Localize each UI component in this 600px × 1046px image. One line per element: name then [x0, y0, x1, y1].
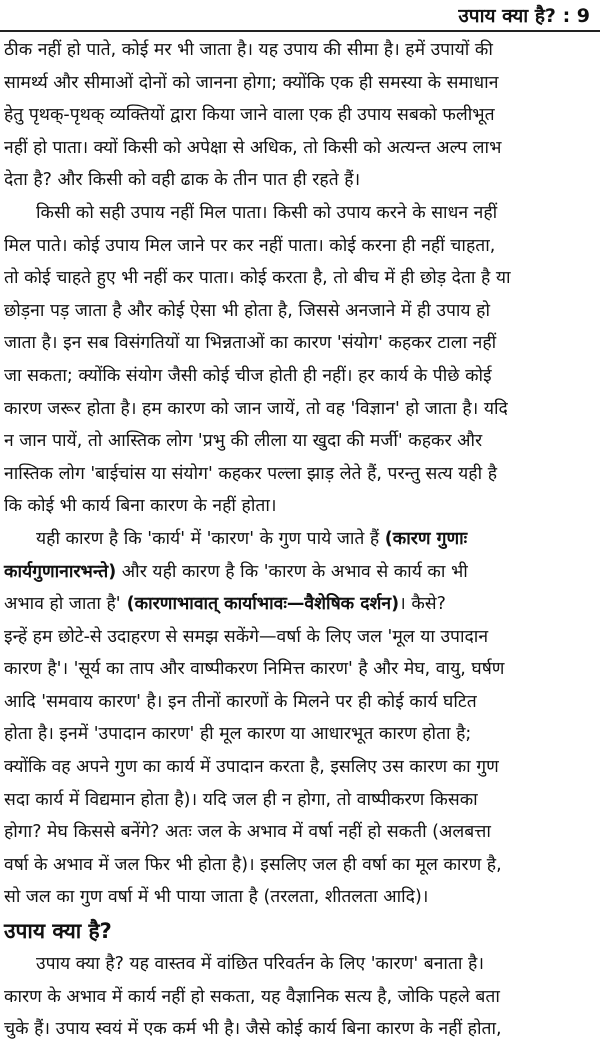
sanskrit-quote: (कारण गुणाः: [384, 528, 468, 549]
text-line: होगा? मेघ किससे बनेंगे? अतः जल के अभाव में वर्षा नहीं हो सकती (अलबत्ता: [4, 822, 491, 843]
text-line: ठीक नहीं हो पाते, कोई मर भी जाता है। यह उपाय की सीमा है। हमें उपायों की: [4, 40, 493, 60]
running-header: उपाय क्या है? : 9: [458, 5, 590, 27]
header-rule: [0, 30, 600, 32]
text-line: [0, 556, 600, 589]
text-line: इन्हें हम छोटे-से उदाहरण से समझ सकेंगे—वर्षा के लिए जल 'मूल या उपादान: [4, 626, 489, 647]
page-body: [0, 34, 600, 1046]
text-line: कारण है'। 'सूर्य का ताप और वाष्पीकरण निमित्त कारण' है और मेघ, वायु, घर्षण: [4, 659, 505, 680]
text-line: चुके हैं। उपाय स्वयं में एक कर्म भी है। जैसे कोई कार्य बिना कारण के नहीं होता,: [4, 1019, 502, 1040]
text-run: । कैसे?: [399, 594, 446, 615]
text-line: आदि 'समवाय कारण' है। इन तीनों कारणों के मिलने पर ही कोई कार्य घटित: [4, 691, 477, 712]
text-line: होता है। इनमें 'उपादान कारण' ही मूल कारण या आधारभूत कारण होता है;: [4, 724, 472, 745]
text-line: न जान पायें, तो आस्तिक लोग 'प्रभु की लीला या खुदा की मर्जी' कहकर और: [4, 431, 483, 452]
text-line: हेतु पृथक्-पृथक् व्यक्तियों द्वारा किया जाने वाला एक ही उपाय सबको फलीभूत: [4, 105, 495, 126]
section-heading: उपाय क्या है?: [4, 919, 112, 944]
text-line: कारण के अभाव में कार्य नहीं हो सकता, यह वैज्ञानिक सत्य है, जोकि पहले बता: [4, 986, 500, 1007]
text-line: देता है? और किसी को वही ढाक के तीन पात ही रहते हैं।: [4, 170, 361, 191]
text-line: [0, 523, 600, 556]
text-run: यही कारण है कि 'कार्य' में 'कारण' के गुण पाये जाते हैं: [36, 528, 380, 549]
text-line: छोड़ना पड़ जाता है और कोई ऐसा भी होता है, जिससे अनजाने में ही उपाय हो: [4, 300, 490, 321]
text-line: कारण जरूर होता है। हम कारण को जान जायें, तो वह 'विज्ञान' हो जाता है। यदि: [4, 398, 508, 419]
sanskrit-quote: कार्यगुणानारभन्ते): [4, 561, 117, 582]
text-line: नहीं हो पाता। क्यों किसी को अपेक्षा से अधिक, तो किसी को अत्यन्त अल्प लाभ: [4, 137, 502, 158]
text-line: तो कोई चाहते हुए भी नहीं कर पाता। कोई करता है, तो बीच में ही छोड़ देता है या: [4, 268, 511, 289]
text-line: किसी को सही उपाय नहीं मिल पाता। किसी को उपाय करने के साधन नहीं: [36, 202, 498, 223]
text-run: अभाव हो जाता है': [4, 594, 121, 615]
text-line: जाता है। इन सब विसंगतियों या भिन्नताओं का कारण 'संयोग' कहकर टाला नहीं: [4, 333, 497, 354]
text-line: वर्षा के अभाव में जल फिर भी होता है)। इसलिए जल ही वर्षा का मूल कारण है,: [4, 854, 502, 875]
text-run: और यही कारण है कि 'कारण के अभाव से कार्य का भी: [116, 561, 468, 582]
text-line: उपाय क्या है? यह वास्तव में वांछित परिवर्तन के लिए 'कारण' बनाता है।: [36, 954, 484, 975]
text-line: नास्तिक लोग 'बाईचांस या संयोग' कहकर पल्ला झाड़ लेते हैं, परन्तु सत्य यही है: [4, 463, 497, 484]
text-line: जा सकता; क्योंकि संयोग जैसी कोई चीज होती ही नहीं। हर कार्य के पीछे कोई: [4, 365, 492, 386]
text-line: सो जल का गुण वर्षा में भी पाया जाता है (तरलता, शीतलता आदि)।: [4, 887, 429, 908]
text-line: कि कोई भी कार्य बिना कारण के नहीं होता।: [4, 496, 277, 517]
text-line: सदा कार्य में विद्यमान होता है)। यदि जल ही न होगा, तो वाष्पीकरण किसका: [4, 789, 478, 810]
text-line: मिल पाते। कोई उपाय मिल जाने पर कर नहीं पाता। कोई करना ही नहीं चाहता,: [4, 235, 496, 256]
text-line: क्योंकि वह अपने गुण का कार्य में उपादान करता है, इसलिए उस कारण का गुण: [4, 757, 499, 778]
text-line: सामर्थ्य और सीमाओं दोनों को जानना होगा; क्योंकि एक ही समस्या के समाधान: [4, 72, 499, 93]
sanskrit-quote: (कारणाभावात् कार्याभावः—वैशेषिक दर्शन): [120, 594, 400, 615]
text-line: [0, 588, 600, 621]
